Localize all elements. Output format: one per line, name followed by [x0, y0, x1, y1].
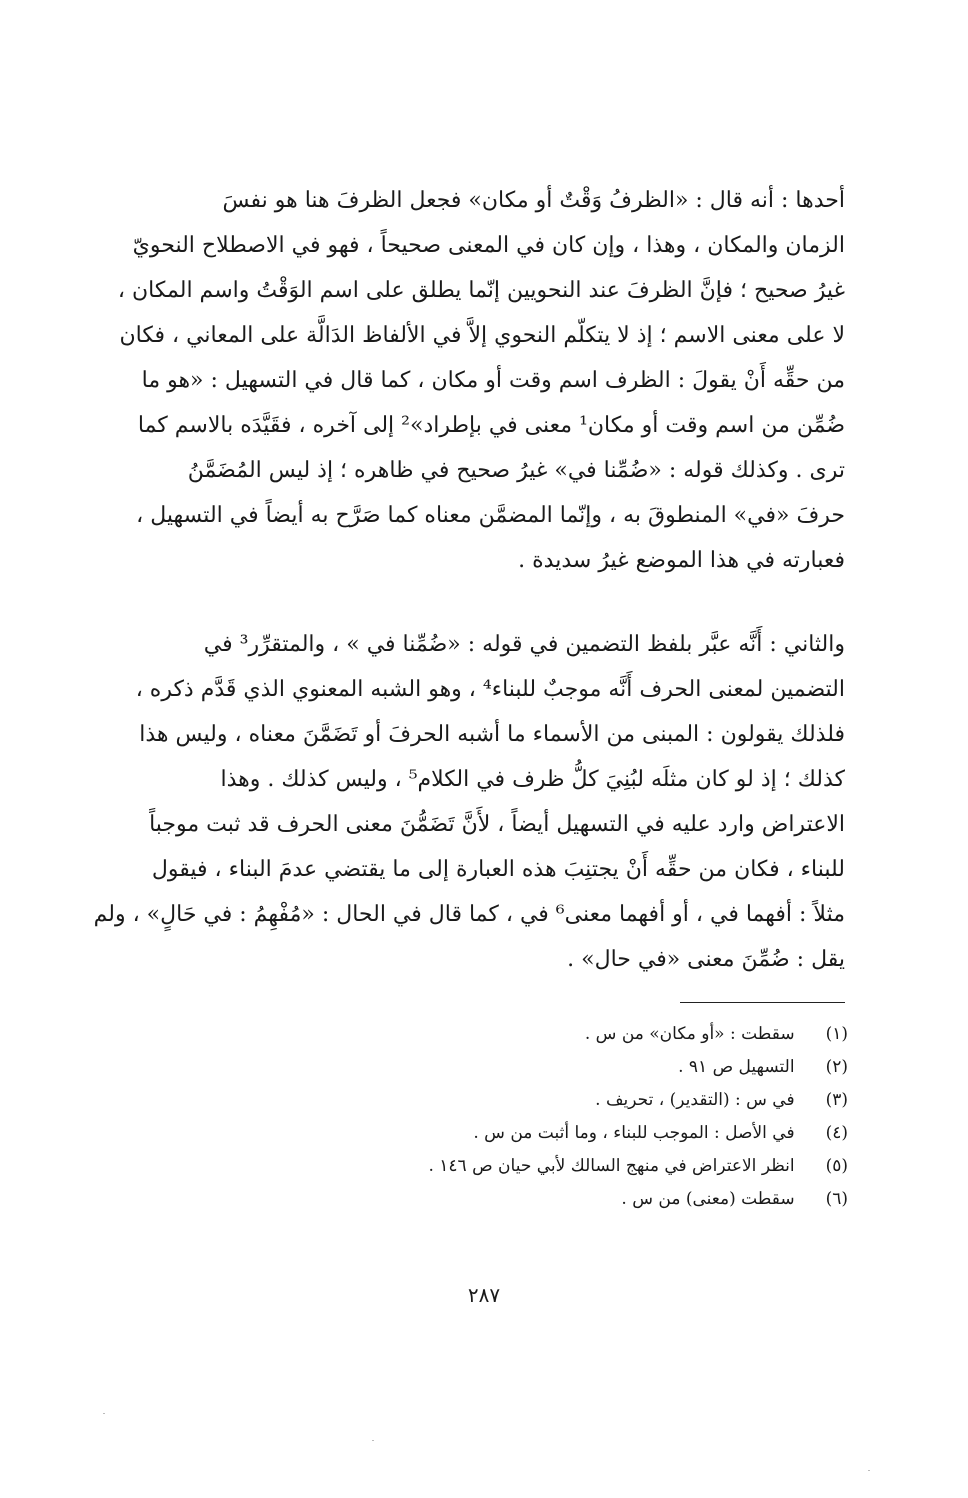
footnote [328, 1150, 848, 1183]
text-line: أحدها : أنه قال : «الظرفُ وَقْتٌ أو مكان» فجعل الظرفَ هنا هو نفسَ [222, 188, 845, 213]
text-line: لا على معنى الاسم ؛ إذ لا يتكلّم النحوي إلاَّ في الألفاظ الدَالَّة على المعاني ، فكان [119, 323, 845, 348]
footnote-number: (١) [825, 1024, 848, 1044]
page-number: ٢٨٧ [467, 1283, 501, 1307]
text-line: ضُمِّن من اسم وقت أو مكان¹ معنى في بإطراد»² إلى آخره ، فقَيَّدَه بالاسم كما [137, 413, 845, 438]
footnote-number: (٣) [825, 1090, 848, 1110]
paragraph-first [117, 178, 845, 583]
footnote-number: (٢) [825, 1057, 848, 1077]
footnote [328, 1084, 848, 1117]
footnote-text: سقطت (معنى) من س . [621, 1189, 795, 1209]
text-line: يقل : ضُمِّنَ معنى «في حال» . [567, 947, 845, 972]
footnote-number: (٥) [825, 1156, 848, 1176]
text-line: فعبارته في هذا الموضع غيرُ سديدة . [518, 548, 845, 573]
footnotes [328, 1018, 848, 1216]
paragraph-second [93, 622, 845, 982]
text-line: للبناء ، فكان من حقِّه أَنْ يجتنِبَ هذه العبارة إلى ما يقتضي عدمَ البناء ، فيقول [151, 857, 845, 882]
footnote-divider [680, 1002, 845, 1003]
text-line: كذلك ؛ إذ لو كان مثلَه لبُنِيَ كلُّ ظرف في الكلام⁵ ، وليس كذلك . وهذا [220, 767, 845, 792]
text-line: من حقِّه أَنْ يقولَ : الظرف اسم وقت أو مكان ، كما قال في التسهيل : «هو ما [141, 368, 845, 393]
text-line: فلذلك يقولون : المبنى من الأسماء ما أشبه الحرفَ أو تَضَمَّنَ معناه ، وليس هذا [139, 722, 845, 747]
text-line: ترى . وكذلك قوله : «ضُمِّنا في» غيرُ صحيح في ظاهره ؛ إذ ليس المُضَمَّنُ [187, 458, 845, 483]
footnote-text: في الأصل : الموجب للبناء ، وما أثبت من س . [473, 1123, 795, 1143]
footnote [328, 1117, 848, 1150]
footnote [328, 1018, 848, 1051]
footnote [328, 1051, 848, 1084]
text-line: والثاني : أَنَّه عبَّر بلفظ التضمين في قوله : «ضُمِّنا في » ، والمتقرِّر³ في [203, 632, 845, 657]
text-line: الاعتراض وارد عليه في التسهيل أيضاً ، لأَنَّ تَضَمُّنَ معنى الحرف قد ثبت موجباً [149, 812, 845, 837]
footnote-number: (٦) [825, 1189, 848, 1209]
footnote-text: سقطت : «أو مكان» من س . [584, 1024, 795, 1044]
text-line: التضمين لمعنى الحرف أَنَّه موجبٌ للبناء⁴ ، وهو الشبه المعنوي الذي قَدَّم ذكره ، [135, 677, 845, 702]
text-line: الزمان والمكان ، وهذا ، وإن كان في المعنى صحيحاً ، فهو في الاصطلاح النحويّ [132, 233, 845, 258]
footnote-text: التسهيل ص ٩١ . [678, 1057, 795, 1077]
scan-speck [868, 1470, 870, 1471]
text-line: حرفَ «في» المنطوقَ به ، وإنّما المضمَّن معناه كما صَرَّح به أيضاً في التسهيل ، [136, 503, 845, 528]
footnote [328, 1183, 848, 1216]
footnote-number: (٤) [825, 1123, 848, 1143]
footnote-text: في س : (التقدير) ، تحريف . [595, 1090, 795, 1110]
scan-speck [372, 1440, 374, 1441]
text-line: غيرُ صحيح ؛ فإنَّ الظرفَ عند النحويين إنّما يطلق على اسم الوَقْتُ واسم المكان ، [117, 278, 845, 303]
text-line: مثلاً : أفهما في ، أو أفهما معنى⁶ في ، كما قال في الحال : «مُفْهِمُ : في حَالٍ» ، ولم [93, 902, 845, 927]
footnote-text: انظر الاعتراض في منهج السالك لأبي حيان ص ١٤٦ . [428, 1156, 795, 1176]
scan-speck [103, 1413, 105, 1414]
